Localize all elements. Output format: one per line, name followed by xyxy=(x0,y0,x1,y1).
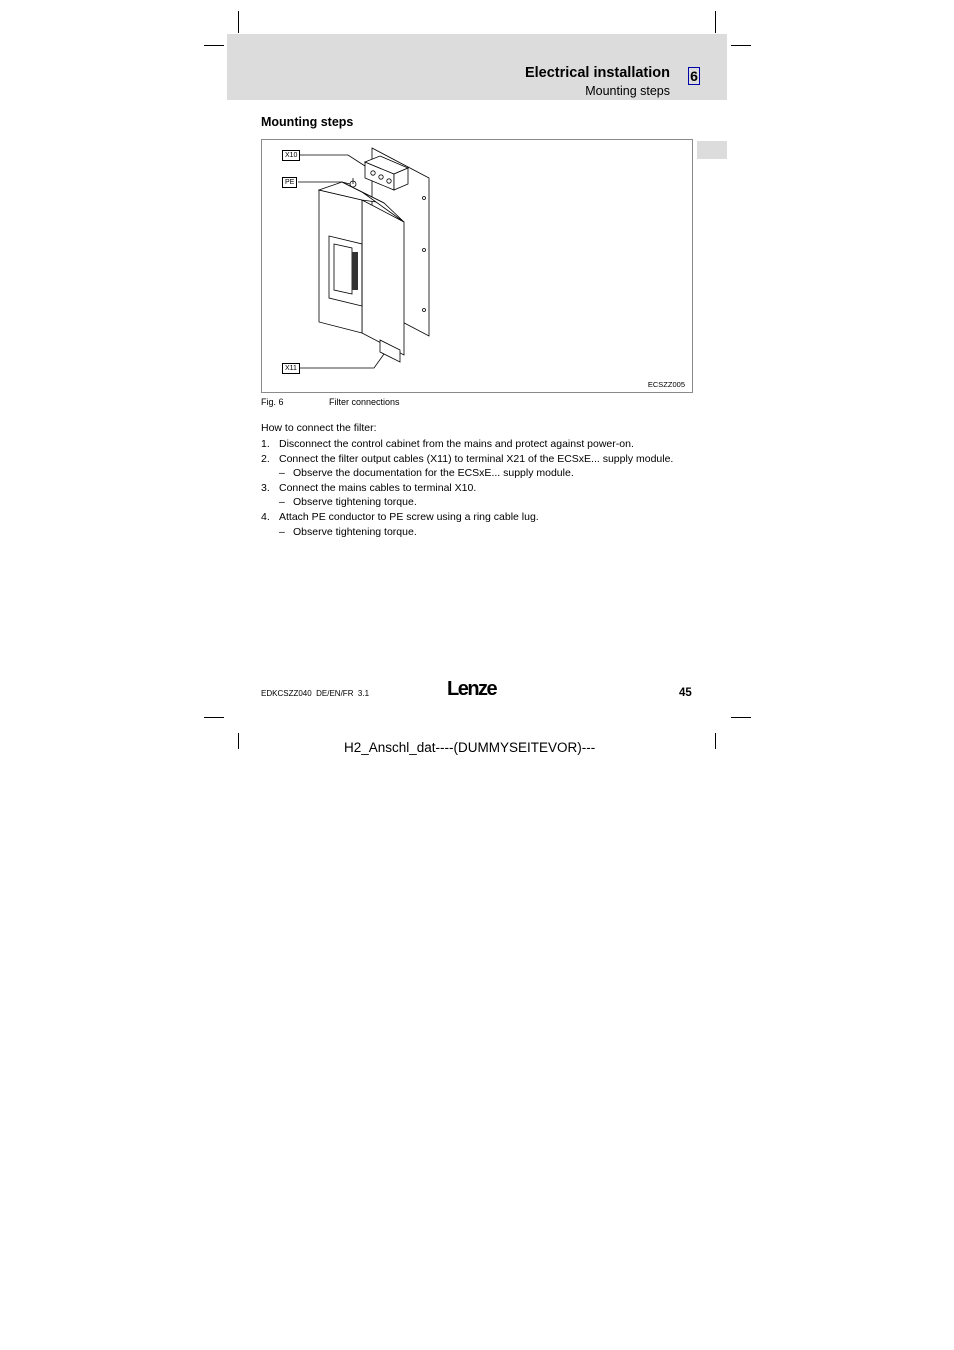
dash: – xyxy=(279,467,285,480)
dummy-page-line: H2_Anschl_dat----(DUMMYSEITEVOR)--- xyxy=(344,740,596,755)
step-text: Connect the mains cables to terminal X10. xyxy=(279,481,477,494)
sub-text: Observe tightening torque. xyxy=(293,496,417,509)
sub-item xyxy=(261,525,721,540)
figure-code: ECSZZ005 xyxy=(647,380,685,389)
list-item xyxy=(261,481,721,496)
document-id: EDKCSZZ040 DE/EN/FR 3.1 xyxy=(261,689,370,698)
crop-mark xyxy=(731,45,751,46)
crop-mark xyxy=(715,11,716,33)
figure-caption-text: Filter connections xyxy=(329,397,400,407)
filter-drawing xyxy=(262,140,694,394)
list-item xyxy=(261,452,721,467)
chapter-title: Electrical installation xyxy=(524,65,670,81)
crop-mark xyxy=(238,733,239,749)
filter-body-side xyxy=(362,200,404,355)
crop-mark xyxy=(731,717,751,718)
figure-caption-number: Fig. 6 xyxy=(261,397,284,407)
label-x11: X11 xyxy=(282,363,300,374)
step-text: Connect the filter output cables (X11) to terminal X21 of the ECSxE... supply module. xyxy=(279,452,674,465)
step-number: 1. xyxy=(261,438,270,450)
crop-mark xyxy=(204,717,224,718)
step-text: Attach PE conductor to PE screw using a ring cable lug. xyxy=(279,510,539,523)
figure-frame xyxy=(261,139,693,393)
step-text: Disconnect the control cabinet from the mains and protect against power-on. xyxy=(279,438,634,450)
crop-mark xyxy=(715,733,716,749)
list-item xyxy=(261,437,721,452)
step-number: 2. xyxy=(261,452,270,465)
page-number: 45 xyxy=(679,687,692,699)
sub-text: Observe the documentation for the ECSxE... supply module. xyxy=(293,467,574,480)
side-tab xyxy=(697,141,727,159)
step-number: 3. xyxy=(261,481,270,494)
dash: – xyxy=(279,496,285,509)
sub-item xyxy=(261,466,721,481)
step-number: 4. xyxy=(261,510,270,523)
section-title: Mounting steps xyxy=(261,115,354,129)
crop-mark xyxy=(204,45,224,46)
sub-text: Observe tightening torque. xyxy=(293,525,417,538)
chapter-number[interactable]: 6 xyxy=(688,67,700,85)
steps-list xyxy=(261,437,721,539)
label-pe: PE xyxy=(282,177,297,188)
list-item xyxy=(261,510,721,525)
sub-item xyxy=(261,495,721,510)
label-x10: X10 xyxy=(282,150,300,161)
lenze-logo: Lenze xyxy=(447,678,497,700)
dash: – xyxy=(279,525,285,538)
chapter-subtitle: Mounting steps xyxy=(585,84,670,98)
crop-mark xyxy=(238,11,239,33)
intro-text: How to connect the filter: xyxy=(261,422,377,434)
